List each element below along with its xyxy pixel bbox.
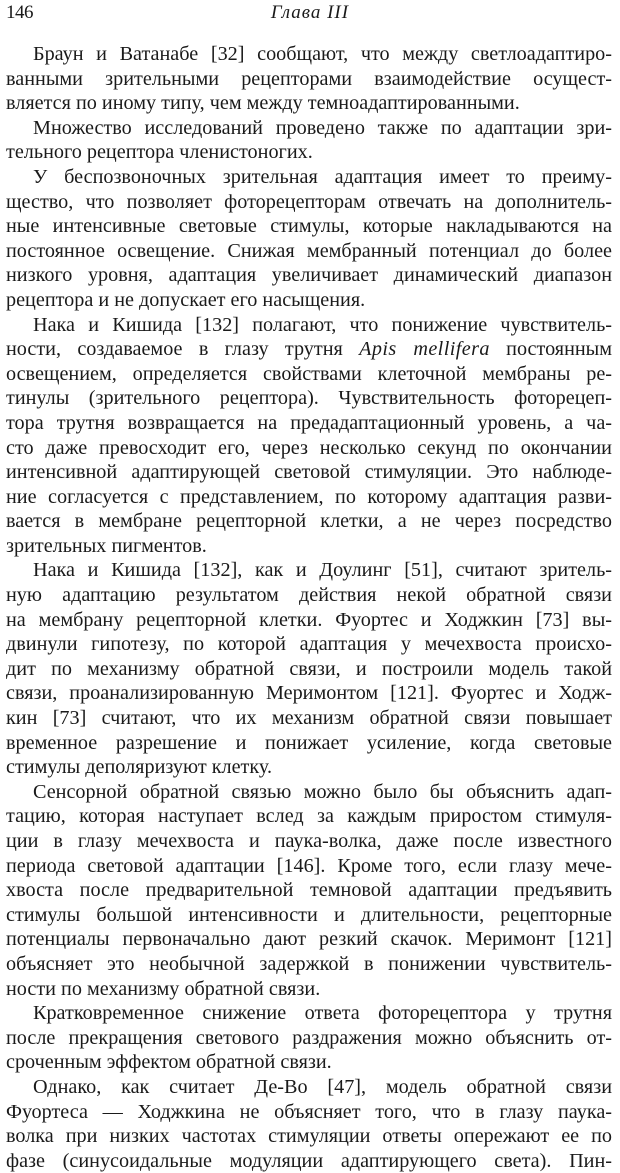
- text-segment: постоянным: [489, 338, 612, 361]
- text-line: ванными зрительными рецепторами взаимодействие осущест-: [6, 67, 612, 90]
- text-line: вляется по иному типу, чем между темноадаптированными.: [6, 92, 520, 115]
- text-line: постоянное освещение. Снижая мембранный потенциал до более: [6, 239, 612, 262]
- text-line: ности по механизму обратной связи.: [6, 977, 321, 1000]
- text-line: [6, 337, 612, 362]
- text-line: связи, проанализированную Меримонтом [121]. Фуортес и Ходж-: [6, 682, 612, 705]
- text-line: сто даже превосходит его, через несколько секунд по окончании: [6, 436, 612, 459]
- text-line: дит по механизму обратной связи, и построили модель такой: [6, 657, 612, 680]
- text-line: рецептора и не допускает его насыщения.: [6, 288, 366, 311]
- species-name: Apis mellifera: [359, 338, 490, 361]
- text-line: ние согласуется с представлением, по которому адаптация разви-: [6, 485, 612, 508]
- text-line: двинули гипотезу, по которой адаптация у мечехвоста происхо-: [6, 633, 612, 656]
- running-head: [6, 2, 614, 28]
- text-line: освещением, определяется свойствами клеточной мембраны ре-: [6, 362, 612, 385]
- text-line: низкого уровня, адаптация увеличивает динамический диапазон: [6, 264, 612, 287]
- text-line: тацию, которая наступает вслед за каждым приростом стимуля-: [6, 805, 612, 828]
- text-line: после прекращения светового раздражения можно объяснить от-: [6, 1026, 612, 1049]
- text-line: фазе (синусоидальные модуляции адаптирующего света). Пин-: [6, 1149, 612, 1172]
- text-segment: ности, создаваемое в глазу трутня: [6, 338, 360, 361]
- text-line: на мембрану рецепторной клетки. Фуортес и Ходжкин [73] вы-: [6, 608, 612, 631]
- chapter-title: Глава III: [270, 2, 350, 23]
- text-line: хвоста после предварительной темновой адаптации предъявить: [6, 879, 612, 902]
- text-line: тора трутня возвращается на предадаптационный уровень, а ча-: [6, 411, 612, 434]
- text-line: Множество исследований проведено также по адаптации зри-: [33, 116, 612, 139]
- page-number: 146: [6, 2, 33, 23]
- text-line: тинулы (зрительного рецептора). Чувствительность фоторецеп-: [6, 387, 612, 410]
- text-line: тельного рецептора членистоногих.: [6, 141, 313, 164]
- text-line: временное разрешение и понижает усиление, когда световые: [6, 731, 612, 754]
- text-line: стимулы деполяризуют клетку.: [6, 756, 273, 779]
- text-line: стимулы большой интенсивности и длительности, рецепторные: [6, 903, 612, 926]
- text-line: кин [73] считают, что их механизм обратной связи повышает: [6, 707, 612, 730]
- text-line: вается в мембране рецепторной клетки, а не через посредство: [6, 510, 612, 533]
- text-line: Фуортеса — Ходжкина не объясняет того, что в глазу паука-: [6, 1100, 612, 1123]
- text-line: Сенсорной обратной связью можно было бы объяснить адап-: [33, 780, 612, 803]
- text-line: периода световой адаптации [146]. Кроме того, если глазу мече-: [6, 854, 612, 877]
- text-line: ции в глазу мечехвоста и паука-волка, даже после известного: [6, 830, 612, 852]
- text-line: Кратковременное снижение ответа фоторецептора у трутня: [33, 1002, 612, 1025]
- text-line: Браун и Ватанабе [32] сообщают, что между светлоадаптиро-: [33, 43, 612, 65]
- text-line: ную адаптацию результатом действия некой обратной связи: [6, 584, 612, 607]
- text-line: зрительных пигментов.: [6, 534, 207, 557]
- text-line: волка при низких частотах стимуляции ответы опережают ее по: [6, 1125, 612, 1148]
- text-line: Нака и Кишида [132], как и Доулинг [51], считают зритель-: [33, 559, 612, 582]
- text-line: ные интенсивные световые стимулы, которые накладываются на: [6, 215, 612, 238]
- text-line: Однако, как считает Де-Во [47], модель обратной связи: [33, 1075, 612, 1098]
- text-line: интенсивной адаптирующей световой стимуляции. Это наблюде-: [6, 461, 612, 484]
- text-line: потенциалы первоначально дают резкий скачок. Меримонт [121]: [6, 928, 612, 951]
- text-line: щество, что позволяет фоторецепторам отвечать на дополнитель-: [6, 190, 612, 213]
- text-line: сроченным эффектом обратной связи.: [6, 1051, 332, 1074]
- text-line: Нака и Кишида [132] полагают, что понижение чувствитель-: [33, 313, 612, 336]
- body-text: [6, 42, 612, 1173]
- text-line: объясняет это необычной задержкой в понижении чувствитель-: [6, 952, 612, 975]
- text-line: У беспозвоночных зрительная адаптация имеет то преиму-: [33, 165, 612, 188]
